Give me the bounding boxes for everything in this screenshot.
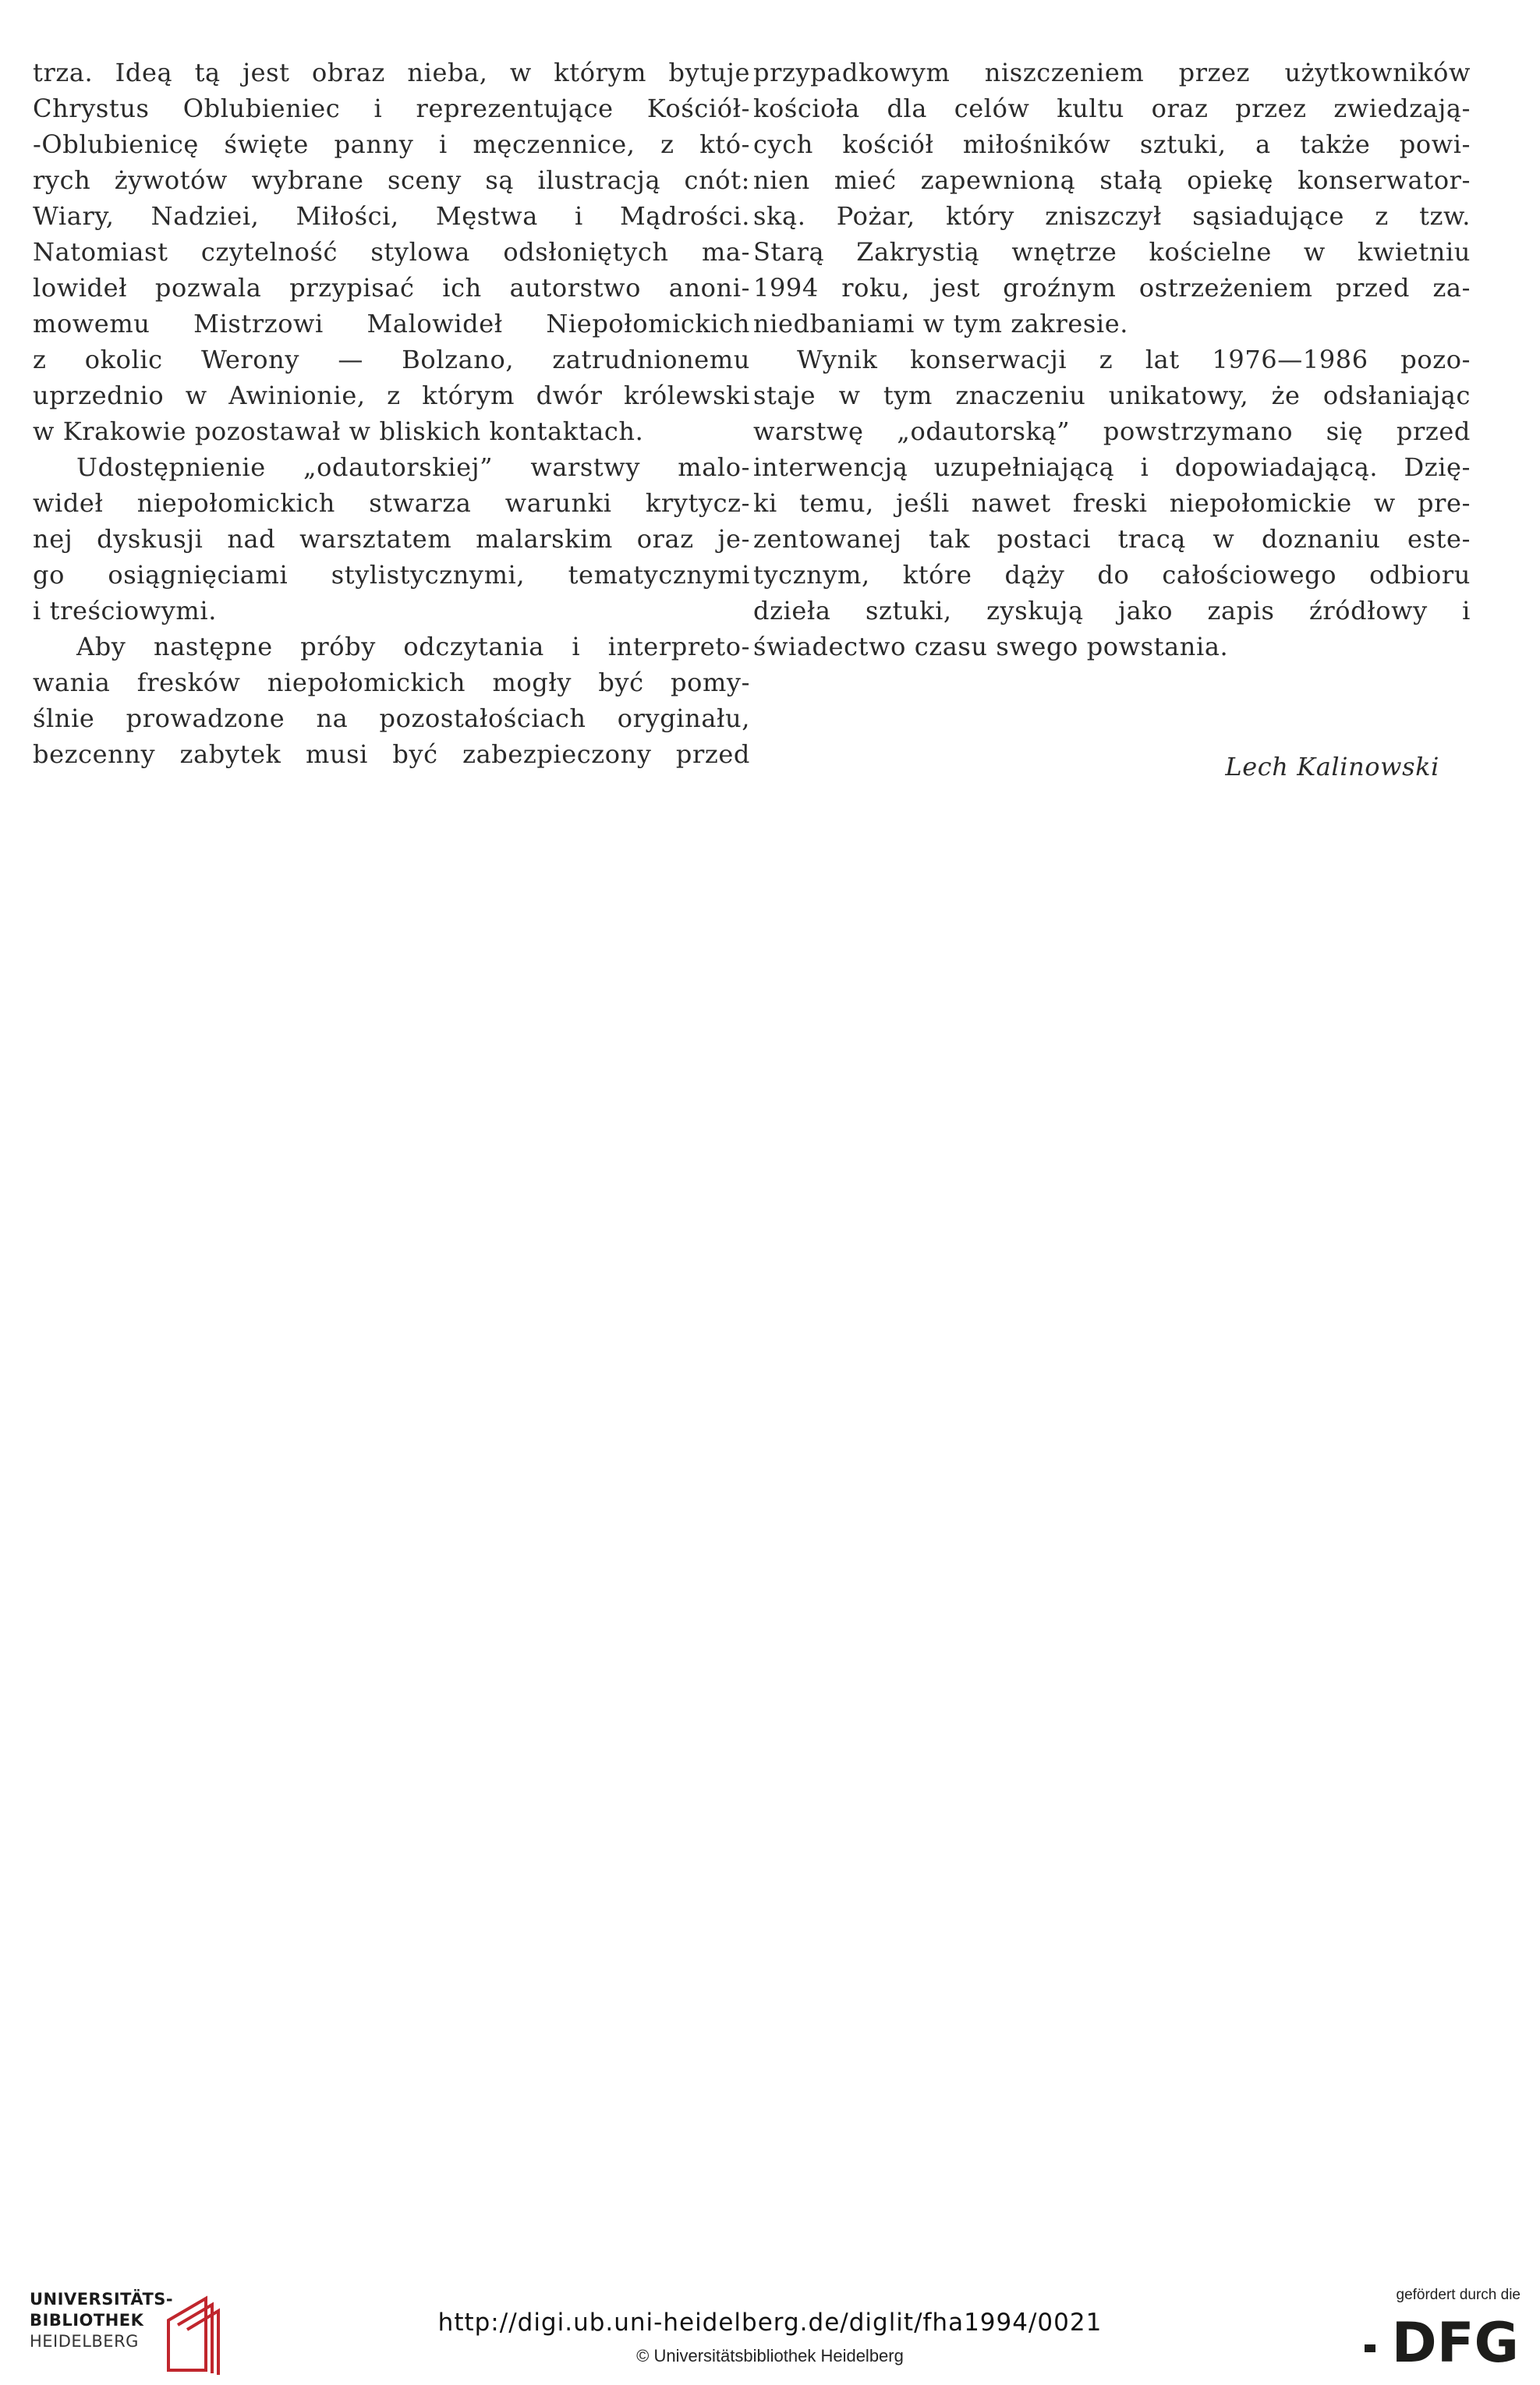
dfg-funding-logo[interactable]: [1365, 2287, 1521, 2380]
text-line: 1994 roku, jest groźnym ostrzeżeniem przed za-: [753, 273, 1471, 303]
text-line: nien mieć zapewnioną stałą opiekę konserwator-: [753, 165, 1471, 195]
text-line: zentowanej tak postaci tracą w doznaniu este-: [753, 524, 1471, 554]
library-name-line: HEIDELBERG: [30, 2332, 139, 2351]
left-text-column: [33, 55, 750, 772]
text-line: mowemu Mistrzowi Malowideł Niepołomickich: [33, 309, 750, 338]
text-line: tycznym, które dąży do całościowego odbioru: [753, 560, 1471, 590]
text-line: nej dyskusji nad warsztatem malarskim oraz je-: [33, 524, 750, 554]
svg-text:DFG: DFG: [1391, 2311, 1519, 2368]
library-name-line: UNIVERSITÄTS-: [30, 2290, 174, 2309]
text-line: dzieła sztuki, zyskują jako zapis źródłowy i: [753, 596, 1471, 625]
text-line: Starą Zakrystią wnętrze kościelne w kwietniu: [753, 237, 1471, 267]
funding-note: gefördert durch die: [1396, 2287, 1521, 2303]
text-line: go osiągnięciami stylistycznymi, tematycznymi: [33, 560, 750, 590]
text-line: Udostępnienie „odautorskiej” warstwy malo-: [76, 452, 750, 482]
digitization-footer: [0, 2246, 1540, 2385]
text-line: Wynik konserwacji z lat 1976—1986 pozo-: [797, 345, 1471, 374]
right-text-column: [753, 55, 1471, 664]
text-line: niedbaniami w tym zakresie.: [753, 309, 1129, 338]
text-line: rych żywotów wybrane sceny są ilustracją cnót:: [33, 165, 750, 195]
text-line: kościoła dla celów kultu oraz przez zwiedzają-: [753, 94, 1471, 123]
text-line: warstwę „odautorską” powstrzymano się przed: [753, 416, 1471, 446]
copyright-notice: © Universitätsbibliothek Heidelberg: [636, 2346, 904, 2366]
text-line: Natomiast czytelność stylowa odsłoniętych ma-: [33, 237, 750, 267]
text-line: bezcenny zabytek musi być zabezpieczony przed: [33, 739, 750, 769]
permalink-url[interactable]: http://digi.ub.uni-heidelberg.de/diglit/fha1994/0021: [437, 2309, 1103, 2337]
text-line: ślnie prowadzone na pozostałościach oryginału,: [33, 703, 750, 733]
text-line: przypadkowym niszczeniem przez użytkowników: [753, 58, 1471, 87]
text-line: lowideł pozwala przypisać ich autorstwo anoni-: [33, 273, 750, 303]
text-line: w Krakowie pozostawał w bliskich kontaktach.: [33, 416, 644, 446]
text-line: Aby następne próby odczytania i interpreto-: [76, 632, 750, 661]
text-line: i treściowymi.: [33, 596, 217, 625]
dfg-logo-icon: [1365, 2310, 1521, 2368]
text-line: staje w tym znaczeniu unikatowy, że odsłaniając: [753, 381, 1471, 410]
text-line: ską. Pożar, który zniszczył sąsiadujące z tzw.: [753, 201, 1471, 231]
library-name-line: BIBLIOTHEK: [30, 2311, 144, 2330]
text-line: -Oblubienicę święte panny i męczennice, z któ-: [33, 129, 750, 159]
text-line: świadectwo czasu swego powstania.: [753, 632, 1229, 661]
text-line: wideł niepołomickich stwarza warunki krytycz-: [33, 488, 750, 518]
text-line: Chrystus Oblubieniec i reprezentujące Kościół-: [33, 94, 750, 123]
text-line: uprzednio w Awinionie, z którym dwór królewski: [33, 381, 750, 410]
text-line: ki temu, jeśli nawet freski niepołomickie w pre-: [753, 488, 1471, 518]
text-line: interwencją uzupełniającą i dopowiadającą. Dzię-: [753, 452, 1471, 482]
text-line: trza. Ideą tą jest obraz nieba, w którym bytuje: [33, 58, 750, 87]
text-line: cych kościół miłośników sztuki, a także powi-: [753, 129, 1471, 159]
text-line: wania fresków niepołomickich mogły być pomy-: [33, 668, 750, 697]
author-signature: Lech Kalinowski: [1225, 752, 1439, 781]
text-line: z okolic Werony — Bolzano, zatrudnionemu: [33, 345, 750, 374]
text-line: Wiary, Nadziei, Miłości, Męstwa i Mądrości.: [33, 201, 750, 231]
